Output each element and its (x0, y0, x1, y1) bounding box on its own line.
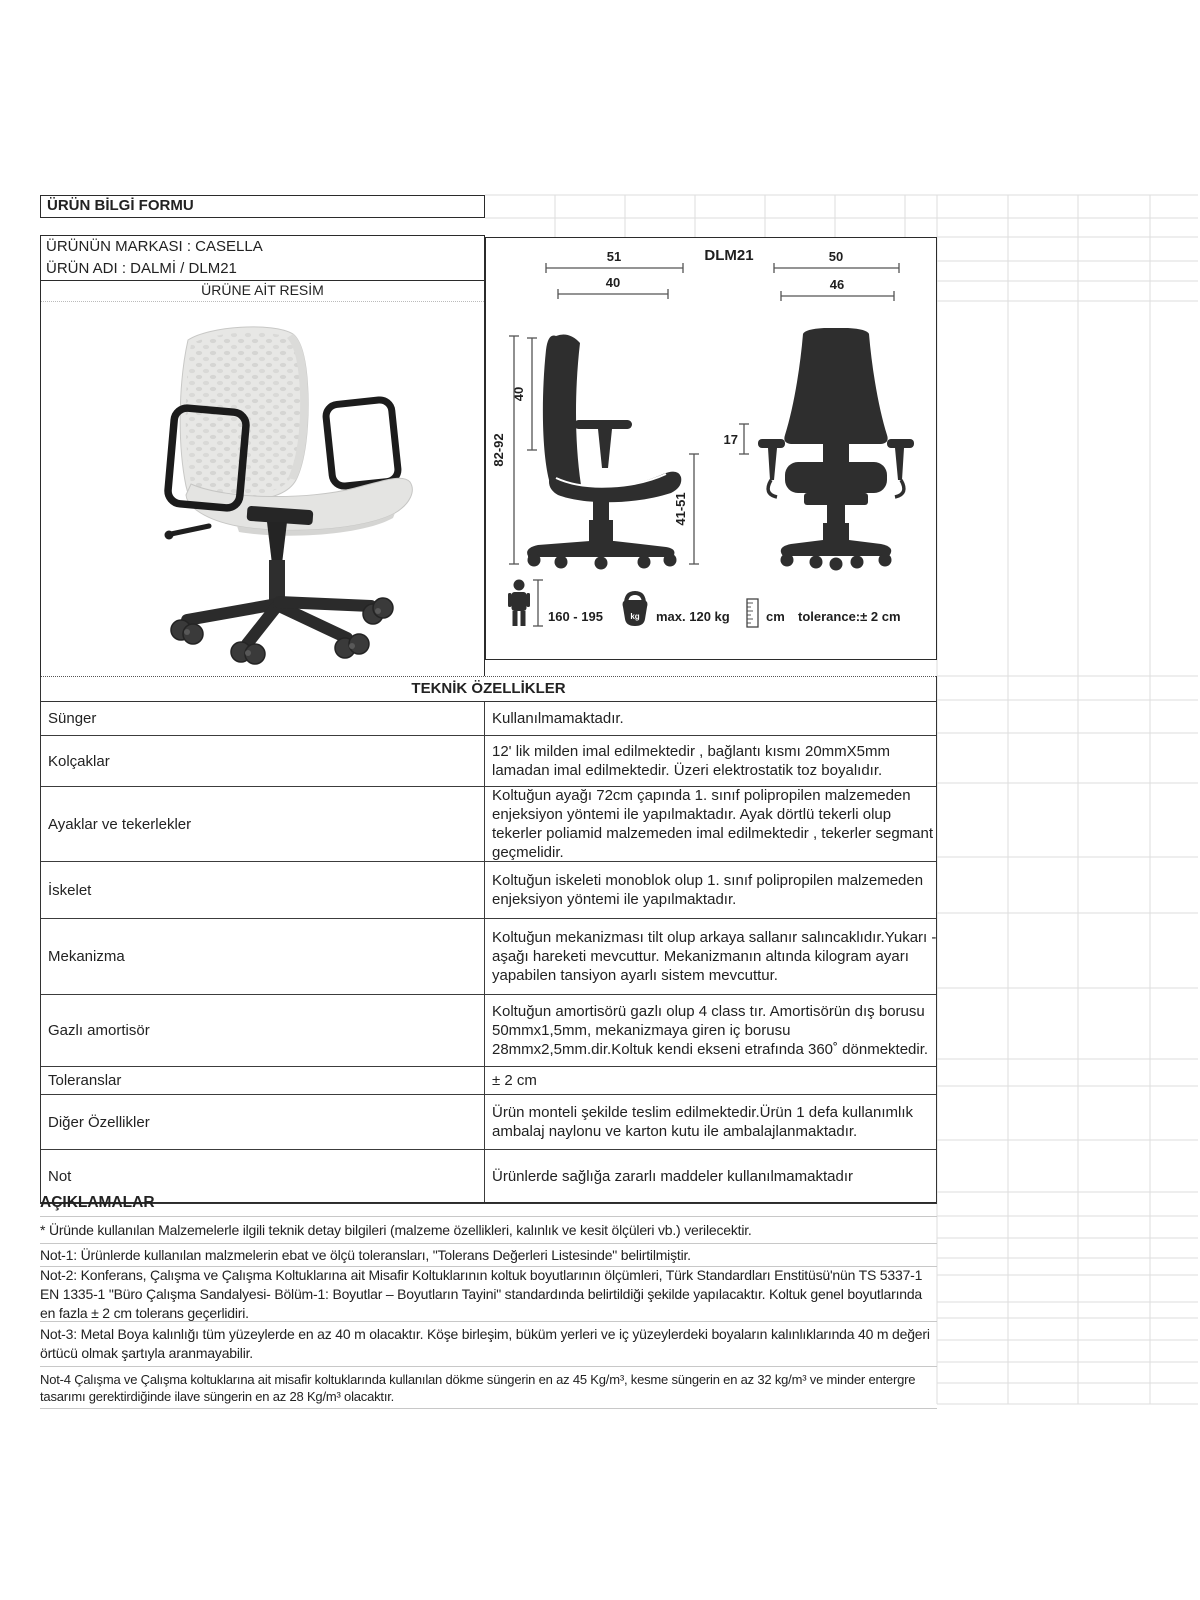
table-row (41, 919, 936, 995)
diagram-legend (508, 580, 901, 628)
table-row (41, 1095, 936, 1150)
dim-back-seat-width: 46 (829, 277, 845, 292)
dim-side-seat-width: 40 (605, 275, 621, 290)
tech-row-label: Ayaklar ve tekerlekler (41, 787, 485, 861)
table-row (41, 702, 936, 736)
dim-seat-height: 41-51 (673, 492, 688, 526)
note-line: Not-3: Metal Boya kalınlığı tüm yüzeylerde en az 40 m olacaktır. Köşe birleşim, büküm yerleri ve iç yüzeylerdeki boyaların kalınlıklarında 40 m değeri örtücü olmak şartıyla aranmayabilir. (40, 1322, 937, 1367)
image-header: ÜRÜNE AİT RESİM (41, 281, 484, 302)
note-line: Not-4 Çalışma ve Çalışma koltuklarına ait misafir koltuklarında kullanılan dökme süngerin en az 45 Kg/m³, kesme süngerin en az 32 kg/m³ ve minder entergre tasarımı gerektirdiğinde ilave süngerin en az 28 Kg/m³ olacaktır. (40, 1367, 937, 1409)
note-line: Not-1: Ürünlerde kullanılan malzmelerin ebat ve ölçü toleransları, "Tolerans Değerleri Listesinde" belirtilmiştir. (40, 1244, 937, 1267)
dim-back-height: 40 (511, 386, 526, 402)
photo-chair (165, 327, 413, 664)
tech-row-value: Kullanılmamaktadır. (492, 710, 624, 727)
dimension-diagram (485, 237, 937, 660)
note-line: * Üründe kullanılan Malzemelerle ilgili teknik detay bilgileri (malzeme özellikleri, kalınlık ve kesit ölçüleri vb.) verilecektir. (40, 1217, 937, 1244)
table-row (41, 736, 936, 787)
diagram-model-label: DLM21 (704, 247, 754, 264)
dim-back-top-width: 50 (828, 249, 844, 264)
table-row (41, 995, 936, 1067)
technical-specs-table (40, 676, 937, 1204)
svg-text:kg: kg (630, 612, 640, 621)
tech-row-label: Kolçaklar (41, 736, 485, 786)
ruler-icon (747, 599, 758, 627)
tech-row-label: Toleranslar (41, 1067, 485, 1094)
tech-row-label: Diğer Özellikler (41, 1095, 485, 1149)
notes-header: AÇIKLAMALAR (40, 1192, 937, 1217)
product-photo (41, 302, 486, 676)
product-image-cell (40, 281, 485, 676)
tech-row-label: Gazlı amortisör (41, 995, 485, 1066)
dim-side-top-width: 51 (606, 249, 622, 264)
form-title: ÜRÜN BİLGİ FORMU (40, 195, 485, 218)
notes-section (40, 1192, 937, 1409)
tolerance-label: tolerance:± 2 cm (798, 609, 901, 624)
tech-row-value: Ürünlerde sağlığa zararlı maddeler kullanılmamaktadır (492, 1167, 853, 1185)
user-height-label: 160 - 195 (548, 609, 603, 624)
max-weight-label: max. 120 kg (656, 609, 730, 624)
tech-row-value: Ürün monteli şekilde teslim edilmektedir.Ürün 1 defa kullanımlık ambalaj naylonu ve karton kutu ile ambalajlanmaktadır. (492, 1104, 914, 1140)
tech-row-label: Sünger (41, 702, 485, 735)
tech-row-value: ± 2 cm (492, 1072, 537, 1089)
tech-row-label: Mekanizma (41, 919, 485, 994)
tech-row-value: Koltuğun iskeleti monoblok olup 1. sınıf polipropilen malzemeden enjeksiyon yöntemi ile yapılmaktadır. (492, 872, 924, 908)
tech-row-label: Not (41, 1150, 485, 1202)
table-row (41, 1067, 936, 1095)
tech-row-value: Koltuğun amortisörü gazlı olup 4 class tır. Amortisörün dış borusu 50mmx1,5mm, mekanizmaya giren iç borusu 28mmx2,5mm.dir.Koltuk kendi ekseni etrafında 360˚ dönmektedir. (492, 1003, 929, 1058)
tech-row-value: 12' lik milden imal edilmektedir , bağlantı kısmı 20mmX5mm lamadan imal edilmektedir. Üzeri elektrostatik toz boyalıdır. (492, 743, 890, 779)
brand-label: ÜRÜNÜN MARKASI : CASELLA (40, 235, 485, 259)
weight-icon (623, 593, 648, 626)
tech-row-value: Koltuğun mekanizması tilt olup arkaya sallanır salıncaklıdır.Yukarı - aşağı hareketi mevcuttur. Mekanizmanın altında kilogram ayarı yapabilen tansiyon ayarlı sistem mevcuttur. (492, 929, 937, 984)
tech-row-label: İskelet (41, 862, 485, 918)
dim-overall-height: 82-92 (491, 433, 506, 467)
dim-armrest-height: 17 (723, 432, 738, 447)
table-row (41, 787, 936, 862)
table-row (41, 862, 936, 919)
side-view-chair (527, 335, 681, 570)
product-name-label: ÜRÜN ADI : DALMİ / DLM21 (40, 258, 485, 281)
back-view-chair (758, 328, 914, 571)
unit-label: cm (766, 609, 785, 624)
person-icon (508, 580, 530, 627)
person-height-line (533, 580, 543, 626)
tech-table-header: TEKNİK ÖZELLİKLER (41, 676, 936, 702)
tech-row-value: Koltuğun ayağı 72cm çapında 1. sınıf polipropilen malzemeden enjeksiyon yöntemi ile yapılmaktadır. Ayak dörtlü tekerli olup tekerler poliamid malzemeden imal edilmektedir , tekerler segmant geçmelidir. (492, 787, 934, 861)
note-line: Not-2: Konferans, Çalışma ve Çalışma Koltuklarına ait Misafir Koltuklarının koltuk boyutlarının ölçümleri, Türk Standardları Enstitüsü'nün TS 5337-1 EN 1335-1 "Büro Çalışma Sandalyesi- Bölüm-1: Boyutlar – Boyutların Tayini" standardında belirtildiği şekilde yapılacaktır. Koltuk genel boyutlarında en fazla ± 2 cm tolerans geçerlidiri. (40, 1267, 937, 1322)
